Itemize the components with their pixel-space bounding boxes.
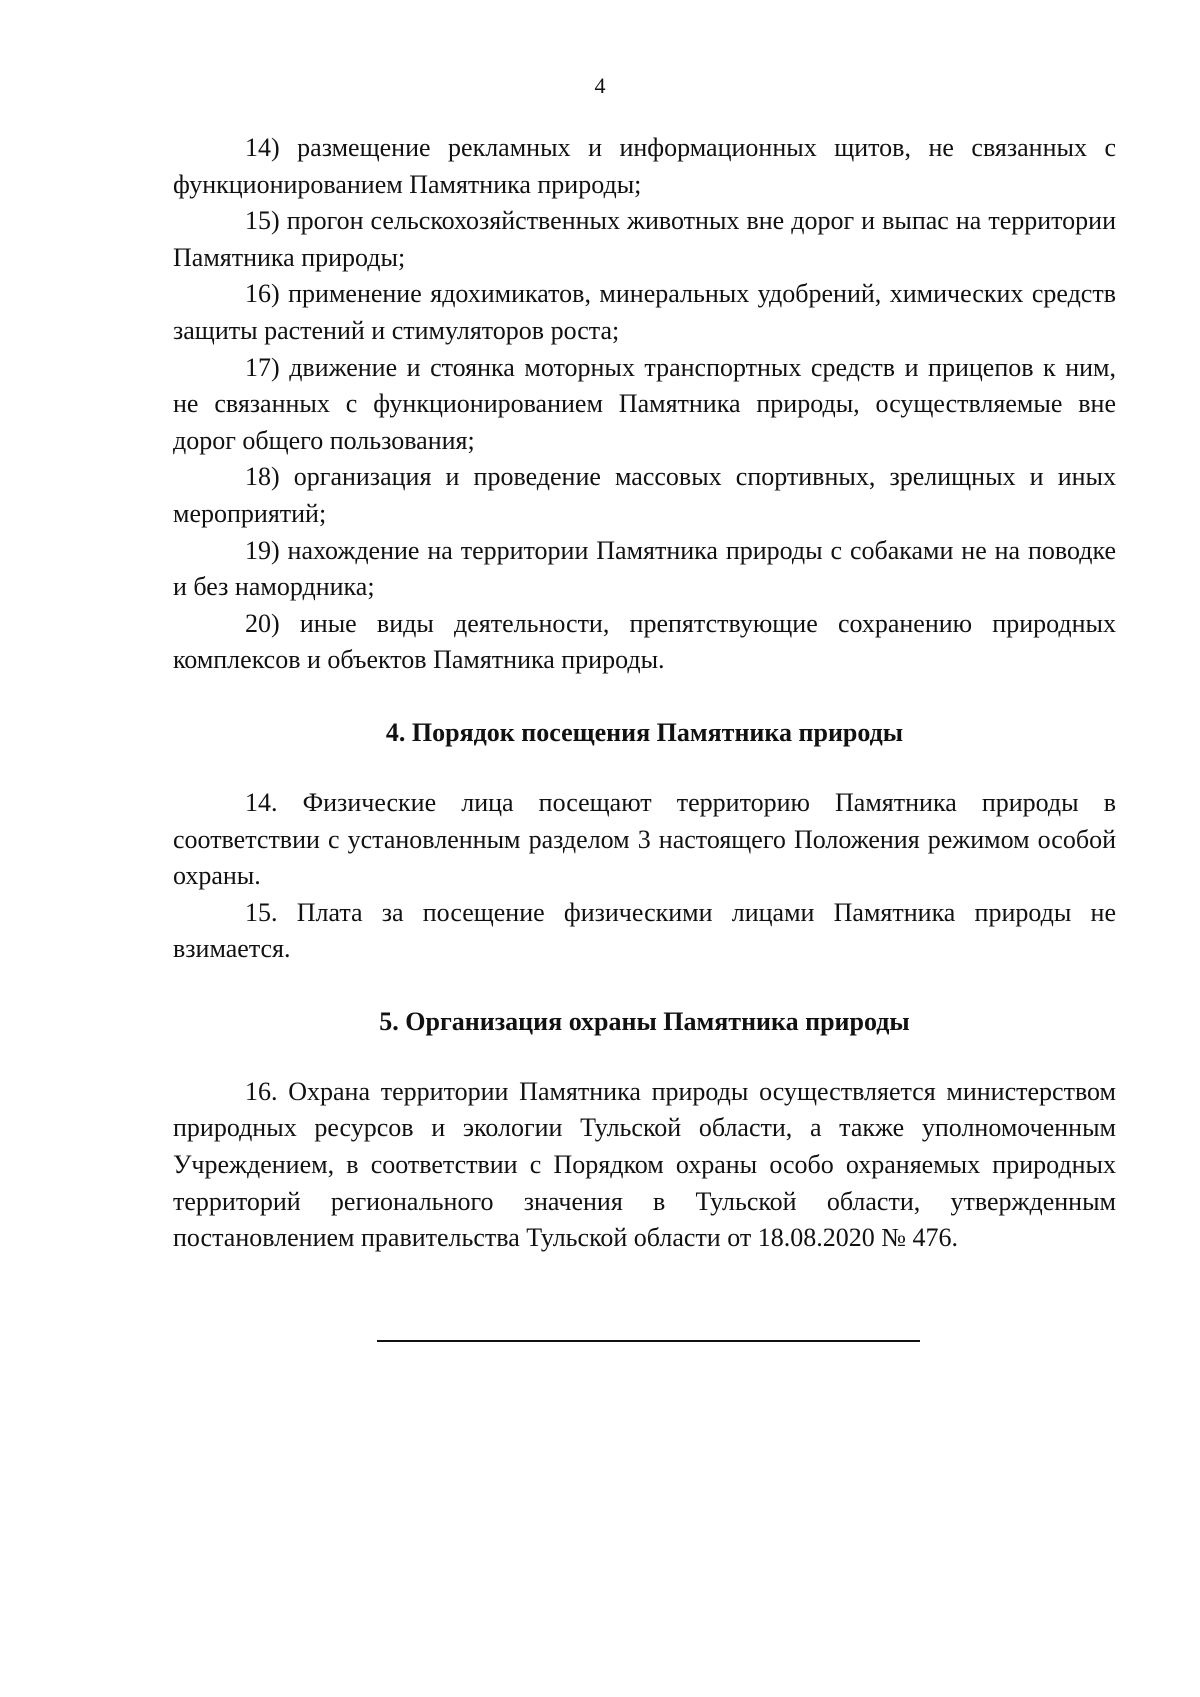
- spacer: [173, 751, 1116, 785]
- list-item-16: 16) применение ядохимикатов, минеральных удобрений, химических средств защиты растений и стимуляторов роста;: [173, 279, 1116, 345]
- section-5-heading: 5. Организация охраны Памятника природы: [379, 1006, 910, 1036]
- page-number: 4: [594, 73, 606, 98]
- spacer: [173, 679, 1116, 715]
- document-body: [173, 130, 1116, 1257]
- list-item-14: 14) размещение рекламных и информационных щитов, не связанных с функционированием Памятника природы;: [173, 133, 1116, 199]
- end-of-document-rule: [377, 1340, 920, 1342]
- section-4-heading: 4. Порядок посещения Памятника природы: [385, 717, 904, 747]
- section-4-paragraph-15: 15. Плата за посещение физическими лицами Памятника природы не взимается.: [173, 897, 1116, 964]
- list-item-17: 17) движение и стоянка моторных транспортных средств и прицепов к ним, не связанных с функционированием Памятника природы, осуществляемые вне дорог общего пользования;: [173, 352, 1116, 455]
- list-item-19: 19) нахождение на территории Памятника природы с собаками не на поводке и без намордника;: [173, 535, 1116, 602]
- section-5-paragraph-16: 16. Охрана территории Памятника природы осуществляется министерством природных ресурсов и экологии Тульской области, а также уполномоченным Учреждением, в соответствии с Порядком охраны особо охраняемых природных территорий регионального значения в Тульской области, утвержденным постановлением правительства Тульской области от 18.08.2020 № 476.: [173, 1076, 1116, 1253]
- spacer: [173, 968, 1116, 1004]
- list-item-20: 20) иные виды деятельности, препятствующие сохранению природных комплексов и объектов Памятника природы.: [173, 608, 1116, 675]
- list-item-15: 15) прогон сельскохозяйственных животных вне дорог и выпас на территории Памятника природы;: [173, 206, 1116, 272]
- list-item-18: 18) организация и проведение массовых спортивных, зрелищных и иных мероприятий;: [173, 462, 1116, 528]
- section-4-paragraph-14: 14. Физические лица посещают территорию Памятника природы в соответствии с установленным разделом 3 настоящего Положения режимом особой охраны.: [173, 787, 1116, 891]
- spacer: [173, 1040, 1116, 1074]
